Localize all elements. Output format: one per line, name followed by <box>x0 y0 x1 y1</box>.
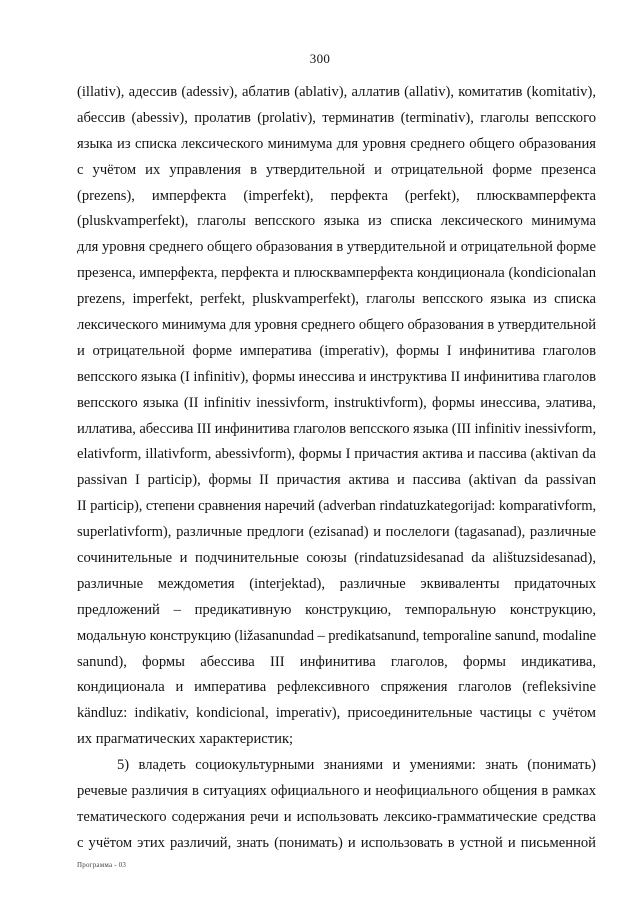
text-line: (pluskvamperfekt), глаголы вепсского языка из списка лексического минимума <box>77 213 596 230</box>
text-line: (illativ), адессив (adessiv), аблатив (ablativ), аллатив (allativ), комитатив (komitativ), <box>77 84 596 100</box>
text-line: с учётом этих различий, знать (понимать) и использовать в устной и письменной <box>77 834 596 851</box>
text-line: вепсского языка (II infinitiv inessivform, instruktivform), формы инессива, элатива, <box>77 394 596 411</box>
text-line: kändluz: indikativ, kondicional, imperativ), присоединительные частицы с учётом <box>77 705 596 722</box>
text-line: superlativform), различные предлоги (ezisanad) и послелоги (tagasanad), различные <box>77 524 596 541</box>
text-line: prezens, imperfekt, perfekt, pluskvamperfekt), глаголы вепсского языка из списка <box>77 291 596 308</box>
text-line: elativform, illativform, abessivform), формы I причастия актива и пассива (aktivan da <box>77 446 596 463</box>
text-line: и отрицательной форме императива (imperativ), формы I инфинитива глаголов <box>77 342 596 359</box>
text-line: презенса, имперфекта, перфекта и плюсквамперфекта кондиционала (kondicionalan <box>77 265 596 282</box>
text-line: абессив (abessiv), пролатив (prolativ), терминатив (terminativ), глаголы вепсского <box>77 109 596 126</box>
text-line: вепсского языка (I infinitiv), формы инессива и инструктива II инфинитива глаголов <box>77 368 597 385</box>
text-line: предложений – предикативную конструкцию, темпоральную конструкцию, <box>77 601 596 618</box>
text-line: сочинительные и подчинительные союзы (rindatuzsidesanad da alištuzsidesanad), <box>77 550 596 567</box>
text-line: тематического содержания речи и использовать лексико-грамматические средства <box>77 808 596 825</box>
text-line: их прагматических характеристик; <box>77 731 294 748</box>
document-body <box>77 80 596 857</box>
text-line: для уровня среднего общего образования в утвердительной и отрицательной форме <box>77 239 596 256</box>
paragraph-start-line: 5) владеть социокультурными знаниями и умениями: знать (понимать) <box>117 757 596 774</box>
text-line: кондиционала и императива рефлексивного спряжения глаголов (refleksivine <box>77 679 596 696</box>
text-line: лексического минимума для уровня среднего общего образования в утвердительной <box>77 317 596 334</box>
text-line: иллатива, абессива III инфинитива глаголов вепсского языка (III infinitiv inessivform, <box>77 420 597 437</box>
text-line: II particip), степени сравнения наречий (adverban rindatuzkategorijad: komparativform, <box>77 498 597 515</box>
text-line: с учётом их управления в утвердительной и отрицательной форме презенса <box>77 161 596 178</box>
page-number: 300 <box>309 51 331 66</box>
text-line: модальную конструкцию (ližasanundad – predikatsanund, temporaline sanund, modaline <box>77 627 597 644</box>
text-line: (prezens), имперфекта (imperfekt), перфекта (perfekt), плюсквамперфекта <box>77 187 596 204</box>
footer-note: Программа - 03 <box>77 861 127 869</box>
text-line: речевые различия в ситуациях официального и неофициального общения в рамках <box>77 783 596 800</box>
text-line: различные междометия (interjektad), различные эквиваленты придаточных <box>77 575 596 592</box>
text-line: sanund), формы абессива III инфинитива глаголов, формы индикатива, <box>77 653 596 670</box>
text-line: языка из списка лексического минимума для уровня среднего общего образования <box>77 135 596 152</box>
text-line: passivan I particip), формы II причастия актива и пассива (aktivan da passivan <box>77 472 596 489</box>
